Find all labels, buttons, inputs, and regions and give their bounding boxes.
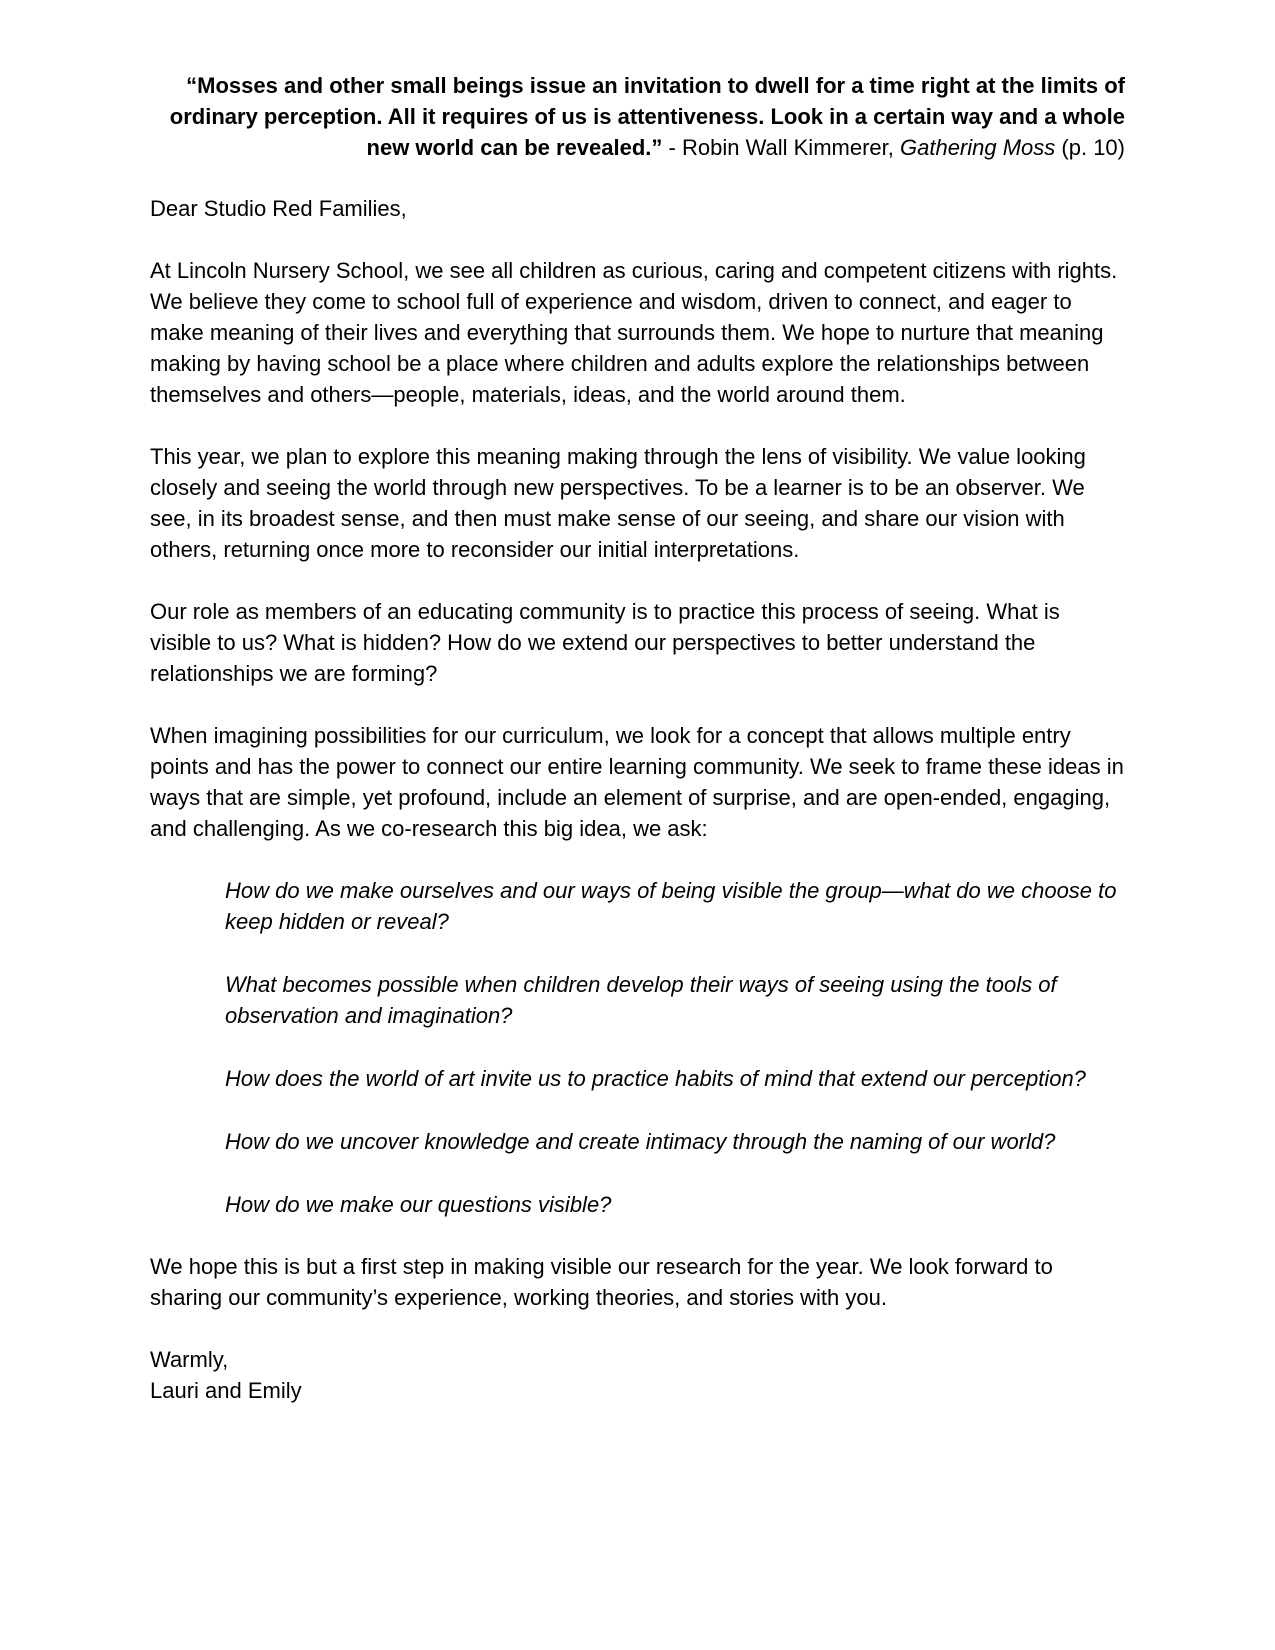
paragraph-visibility: This year, we plan to explore this meaning making through the lens of visibility. We value looking closely and seeing the world through new perspectives. To be a learner is to be an observer. We see, in its broadest sense, and then must make sense of our seeing, and share our vision with others, returning once more to reconsider our initial interpretations. — [150, 444, 1086, 562]
epigraph — [150, 70, 1125, 163]
epigraph-page-ref: (p. 10) — [1055, 135, 1125, 160]
question-item: How do we make our questions visible? — [225, 1192, 612, 1217]
closing-paragraph: We hope this is but a first step in making visible our research for the year. We look forward to sharing our community’s experience, working theories, and stories with you. — [150, 1254, 1053, 1310]
epigraph-quote: “Mosses and other small beings issue an invitation to dwell for a time right at the limits of ordinary perception. All it requires of us is attentiveness. Look in a certain way and a whole new world can be revealed.” — [169, 73, 1125, 160]
question-item: What becomes possible when children develop their ways of seeing using the tools of observation and imagination? — [225, 972, 1057, 1028]
signoff — [150, 1344, 1125, 1406]
question-item: How does the world of art invite us to practice habits of mind that extend our perception? — [225, 1066, 1086, 1091]
letter-page — [150, 70, 1125, 1406]
epigraph-book-title: Gathering Moss — [900, 135, 1056, 160]
signature: Lauri and Emily — [150, 1378, 302, 1403]
question-list — [225, 875, 1125, 1220]
paragraph-intro: At Lincoln Nursery School, we see all children as curious, caring and competent citizens with rights. We believe they come to school full of experience and wisdom, driven to connect, and eager to make meaning of their lives and everything that surrounds them. We hope to nurture that meaning making by having school be a place where children and adults explore the relationships between themselves and others—people, materials, ideas, and the world around them. — [150, 258, 1118, 407]
valediction: Warmly, — [150, 1347, 229, 1372]
question-item: How do we make ourselves and our ways of being visible the group—what do we choose to keep hidden or reveal? — [225, 878, 1117, 934]
salutation: Dear Studio Red Families, — [150, 196, 407, 221]
paragraph-curriculum: When imagining possibilities for our curriculum, we look for a concept that allows multiple entry points and has the power to connect our entire learning community. We seek to frame these ideas in ways that are simple, yet profound, include an element of surprise, and are open-ended, engaging, and challenging. As we co-research this big idea, we ask: — [150, 723, 1124, 841]
epigraph-attribution: - Robin Wall Kimmerer, — [662, 135, 900, 160]
question-item: How do we uncover knowledge and create intimacy through the naming of our world? — [225, 1129, 1056, 1154]
paragraph-role: Our role as members of an educating community is to practice this process of seeing. What is visible to us? What is hidden? How do we extend our perspectives to better understand the relationships we are forming? — [150, 599, 1060, 686]
